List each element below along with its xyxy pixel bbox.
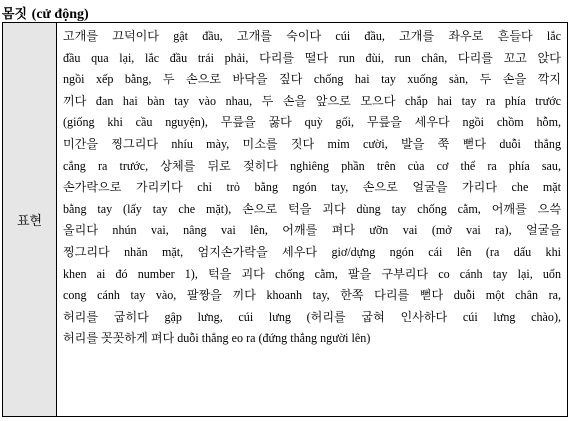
row-label: 표현 [16,214,43,229]
title-korean: 몸짓 [2,7,28,22]
content-line: 미간을 찡그리다 nhíu mày, 미소를 짓다 mỉm cười, 발을 쭉 뻗다 duỗi thẳng [63,136,561,151]
content-line: 고개를 끄덕이다 gật đầu, 고개를 숙이다 cúi đầu, 고개를 좌우로 흔들다 lắc [63,29,561,43]
vocabulary-content [63,26,561,350]
content-line: cẳng ra trước, 상체를 뒤로 젖히다 nghiêng phần trên của cơ thể ra phía sau, [63,158,561,173]
section-title [2,3,89,23]
content-line: cong cánh tay vào, 팔짱을 끼다 khoanh tay, 한쪽 다리를 뻗다 duỗi một chân ra, [63,288,561,303]
content-line: đầu qua lại, lắc đầu trái phải, 다리를 떨다 run đùi, run chân, 다리를 꼬고 앉다 [63,50,561,65]
content-line: ngồi xếp bằng, 두 손으로 바닥을 짚다 chống hai tay xuống sàn, 두 손을 깍지 [63,72,561,87]
content-line: bằng tay (lấy tay che mặt), 손으로 턱을 괴다 dùng tay chống cằm, 어깨를 으쓱 [63,201,561,216]
title-vietnamese: (cử động) [31,7,89,22]
content-line: (giống khi cầu nguyện), 무릎을 꿇다 quỳ gối, 무릎을 세우다 ngồi chồm hỗm, [63,115,561,130]
content-line: 올리다 nhún vai, nâng vai lên, 어깨를 펴다 ưỡn vai (mở vai ra), 얼굴을 [63,223,561,238]
content-line: khen ai đó number 1), 턱을 괴다 chống cằm, 팔을 구부리다 co cánh tay lại, uốn [63,266,561,281]
content-line: 찡그리다 nhăn mặt, 엄지손가락을 세우다 giơ/dựng ngón cái lên (ra dấu khi [63,244,561,259]
content-line: 손가락으로 가리키다 chỉ trỏ bằng ngón tay, 손으로 얼굴을 가리다 che mặt [63,180,561,195]
content-line: 허리를 굽히다 gập lưng, cúi lưng (허리를 굽혀 인사하다 cúi lưng chào), [63,309,561,324]
vocabulary-table [2,22,568,417]
content-line: 끼다 đan hai bàn tay vào nhau, 두 손을 앞으로 모으다 chắp hai tay ra phía trước [63,93,561,108]
row-label-cell [3,23,57,416]
content-line: 허리를 꼿꼿하게 펴다 duỗi thẳng eo ra (đứng thẳng người lên) [63,331,371,346]
